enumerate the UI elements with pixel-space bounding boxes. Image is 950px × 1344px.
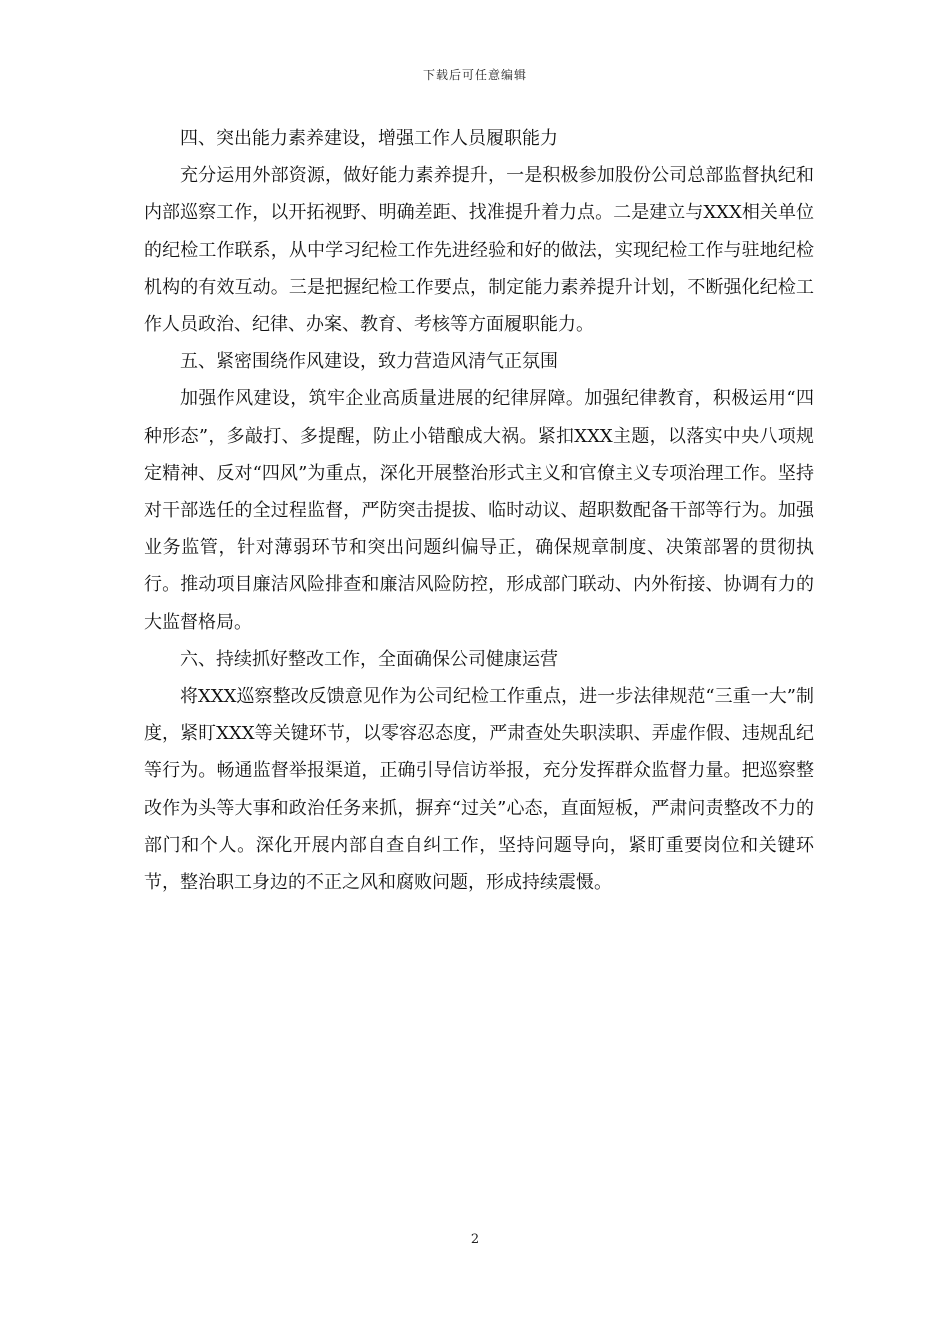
page-number: 2 (470, 1232, 480, 1247)
page-header: 下载后可任意编辑 (422, 68, 527, 82)
section-paragraph-6: 将XXX巡察整改反馈意见作为公司纪检工作重点，进一步法律规范“三重一大”制度，紧盯XXX等关键环节，以零容忍态度，严肃查处失职渎职、弄虚作假、违规乱纪等行为。畅通监督举报渠道，正确引导信访举报，充分发挥群众监督力量。把巡察整改作为头等大事和政治任务来抓，摒弃“过关”心态，直面短板，严肃问责整改不力的部门和个人。深化开展内部自查自纠工作，坚持问题导向，紧盯重要岗位和关键环节，整治职工身边的不正之风和腐败问题，形成持续震慑。 (144, 686, 814, 894)
section-heading-6: 六、持续抓好整改工作，全面确保公司健康运营 (180, 648, 558, 670)
section-paragraph-5: 加强作风建设，筑牢企业高质量进展的纪律屏障。加强纪律教育，积极运用“四种形态”，多敲打、多提醒，防止小错酿成大祸。紧扣XXX主题，以落实中央八项规定精神、反对“四风”为重点，深化开展整治形式主义和官僚主义专项治理工作。坚持对干部选任的全过程监督，严防突击提拔、临时动议、超职数配备干部等行为。加强业务监管，针对薄弱环节和突出问题纠偏导正，确保规章制度、决策部署的贯彻执行。推动项目廉洁风险排查和廉洁风险防控，形成部门联动、内外衔接、协调有力的大监督格局。 (144, 388, 814, 633)
section-heading-5: 五、紧密围绕作风建设，致力营造风清气正氛围 (180, 351, 558, 373)
section-paragraph-4: 充分运用外部资源，做好能力素养提升，一是积极参加股份公司总部监督执纪和内部巡察工作，以开拓视野、明确差距、找准提升着力点。二是建立与XXX相关单位的纪检工作联系，从中学习纪检工作先进经验和好的做法，实现纪检工作与驻地纪检机构的有效互动。三是把握纪检工作要点，制定能力素养提升计划，不断强化纪检工作人员政治、纪律、办案、教育、考核等方面履职能力。 (144, 165, 814, 336)
document-body (144, 120, 814, 901)
section-heading-4: 四、突出能力素养建设，增强工作人员履职能力 (180, 128, 558, 149)
